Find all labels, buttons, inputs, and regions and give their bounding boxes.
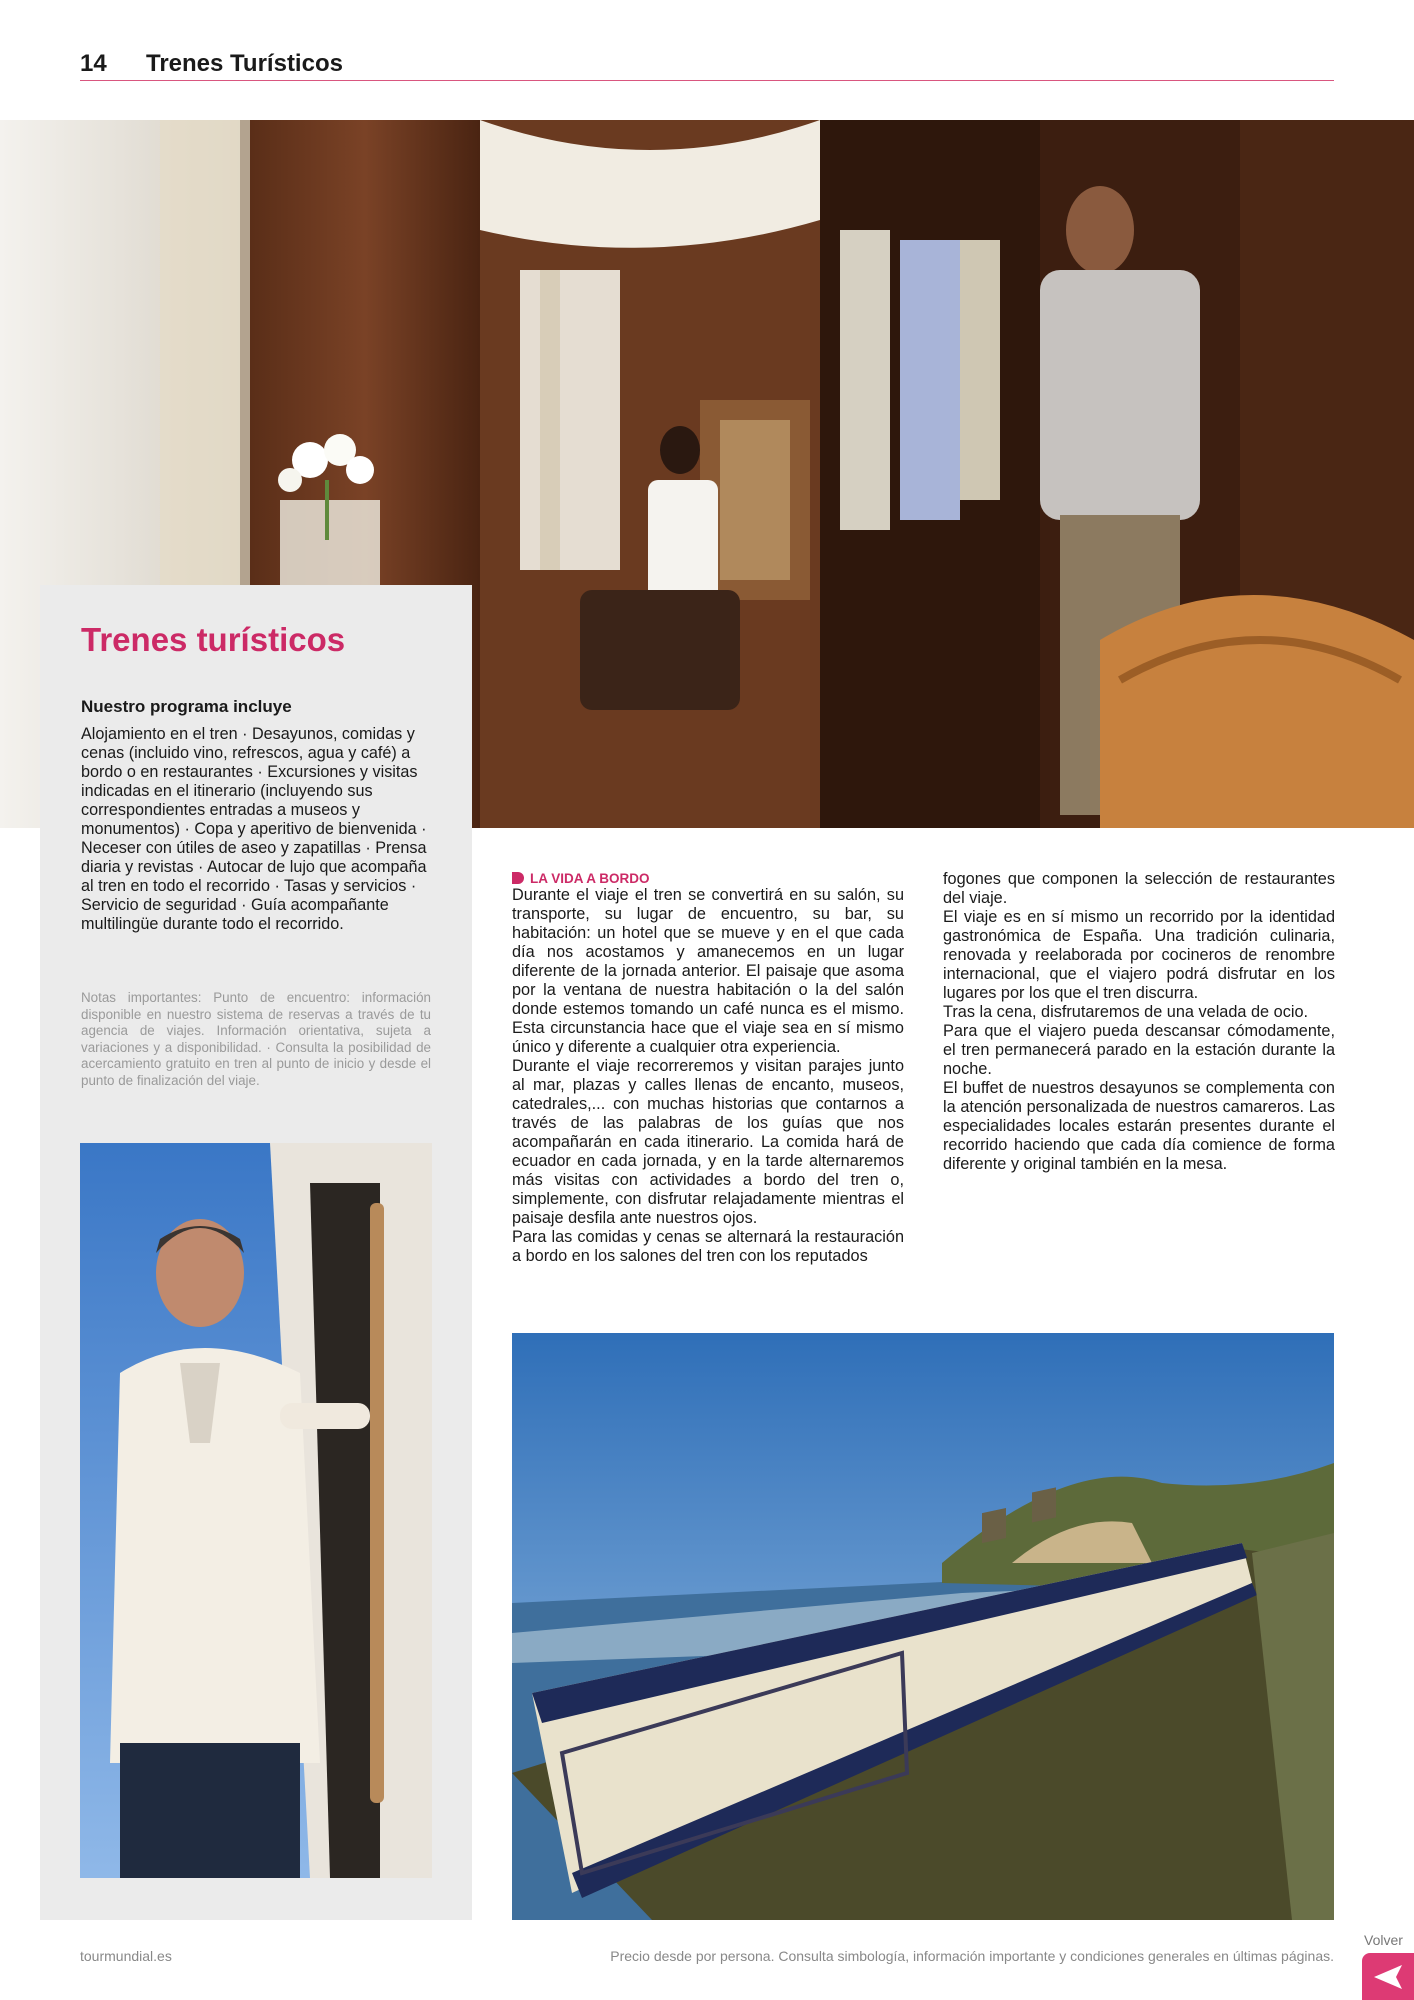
- page-title: Trenes Turísticos: [146, 50, 343, 77]
- article-column-1: [512, 870, 904, 1266]
- photo-man-boarding-train: [80, 1143, 432, 1878]
- page-header: [80, 46, 1334, 81]
- program-heading: Nuestro programa incluye: [81, 697, 292, 716]
- article-paragraph: Para que el viajero pueda descansar cómodamente, el tren permanecerá parado en la estación durante la noche.: [943, 1022, 1335, 1078]
- article-paragraph: Tras la cena, disfrutaremos de una velada de ocio.: [943, 1003, 1309, 1021]
- article-paragraph: El viaje es en sí mismo un recorrido por la identidad gastronómica de España. Una tradición culinaria, renovada y reelaborada por cocineros de renombre internacional, que el viajero podrá disfrutar en los lugares por los que el tren discurra.: [943, 908, 1335, 1002]
- footer-disclaimer: Precio desde por persona. Consulta simbología, información importante y condiciones generales en últimas páginas.: [610, 1948, 1334, 1964]
- article-paragraph: Durante el viaje recorreremos y visitan parajes junto al mar, plazas y calles llenas de encanto, museos, catedrales,... con muchas historias que contarnos a través de las palabras de los guías que nos acompañarán en cada itinerario. La comida hará de ecuador en cada jornada, y en la tarde alternaremos más visitas con actividades a bordo del tren o, simplemente, con disfrutar relajadamente mientras el paisaje desfila ante nuestros ojos.: [512, 1057, 904, 1227]
- article-column-2: [943, 870, 1335, 1174]
- photo-train-by-coast: [512, 1333, 1334, 1920]
- footer-site: tourmundial.es: [80, 1948, 172, 1964]
- program-text: Alojamiento en el tren · Desayunos, comidas y cenas (incluido vino, refrescos, agua y café) a bordo o en restaurantes · Excursiones y visitas indicadas en el itinerario (incluyendo sus correspondientes entradas a museos y monumentos) · Copa y aperitivo de bienvenida · Neceser con útiles de aseo y zapatillas · Prensa diaria y revistas · Autocar de lujo que acompaña al tren en todo el recorrido · Tasas y servicios · Servicio de seguridad · Guía acompañante multilingüe durante todo el recorrido.: [81, 725, 427, 933]
- important-notes: Notas importantes: Punto de encuentro: información disponible en nuestro sistema de reservas a través de tu agencia de viajes. Información orientativa, sujeta a variaciones y a disponibilidad. · Consulta la posibilidad de acercamiento gratuito en tren al punto de inicio y desde el punto de finalización del viaje.: [81, 990, 431, 1088]
- article-paragraph: Para las comidas y cenas se alternará la restauración a bordo en los salones del tren con los reputados: [512, 1228, 904, 1265]
- back-button[interactable]: [1362, 1953, 1414, 2000]
- panel-title: Trenes turísticos: [81, 621, 346, 658]
- article-paragraph: fogones que componen la selección de restaurantes del viaje.: [943, 870, 1335, 907]
- arrow-left-icon: [1362, 1953, 1414, 2000]
- section-marker-icon: [512, 872, 524, 884]
- page-number: 14: [80, 50, 107, 77]
- section-label: [512, 870, 904, 886]
- back-label[interactable]: Volver: [1364, 1932, 1403, 1948]
- article-paragraph: Durante el viaje el tren se convertirá en su salón, su transporte, su lugar de encuentro, su bar, su habitación: un hotel que se mueve y en el que cada día nos acostamos y amanecemos en un lugar diferente de la jornada anterior. El paisaje que asoma por la ventana de nuestra habitación o la del salón donde estemos tomando un café nunca es el mismo. Esta circunstancia hace que el viaje sea en sí mismo único y diferente a cualquier otra experiencia.: [512, 886, 904, 1056]
- article-paragraph: El buffet de nuestros desayunos se complementa con la atención personalizada de nuestros camareros. Las especialidades locales estarán presentes durante el recorrido haciendo que cada día comience de forma diferente y original también en la mesa.: [943, 1079, 1335, 1173]
- section-label-text: LA VIDA A BORDO: [530, 870, 650, 886]
